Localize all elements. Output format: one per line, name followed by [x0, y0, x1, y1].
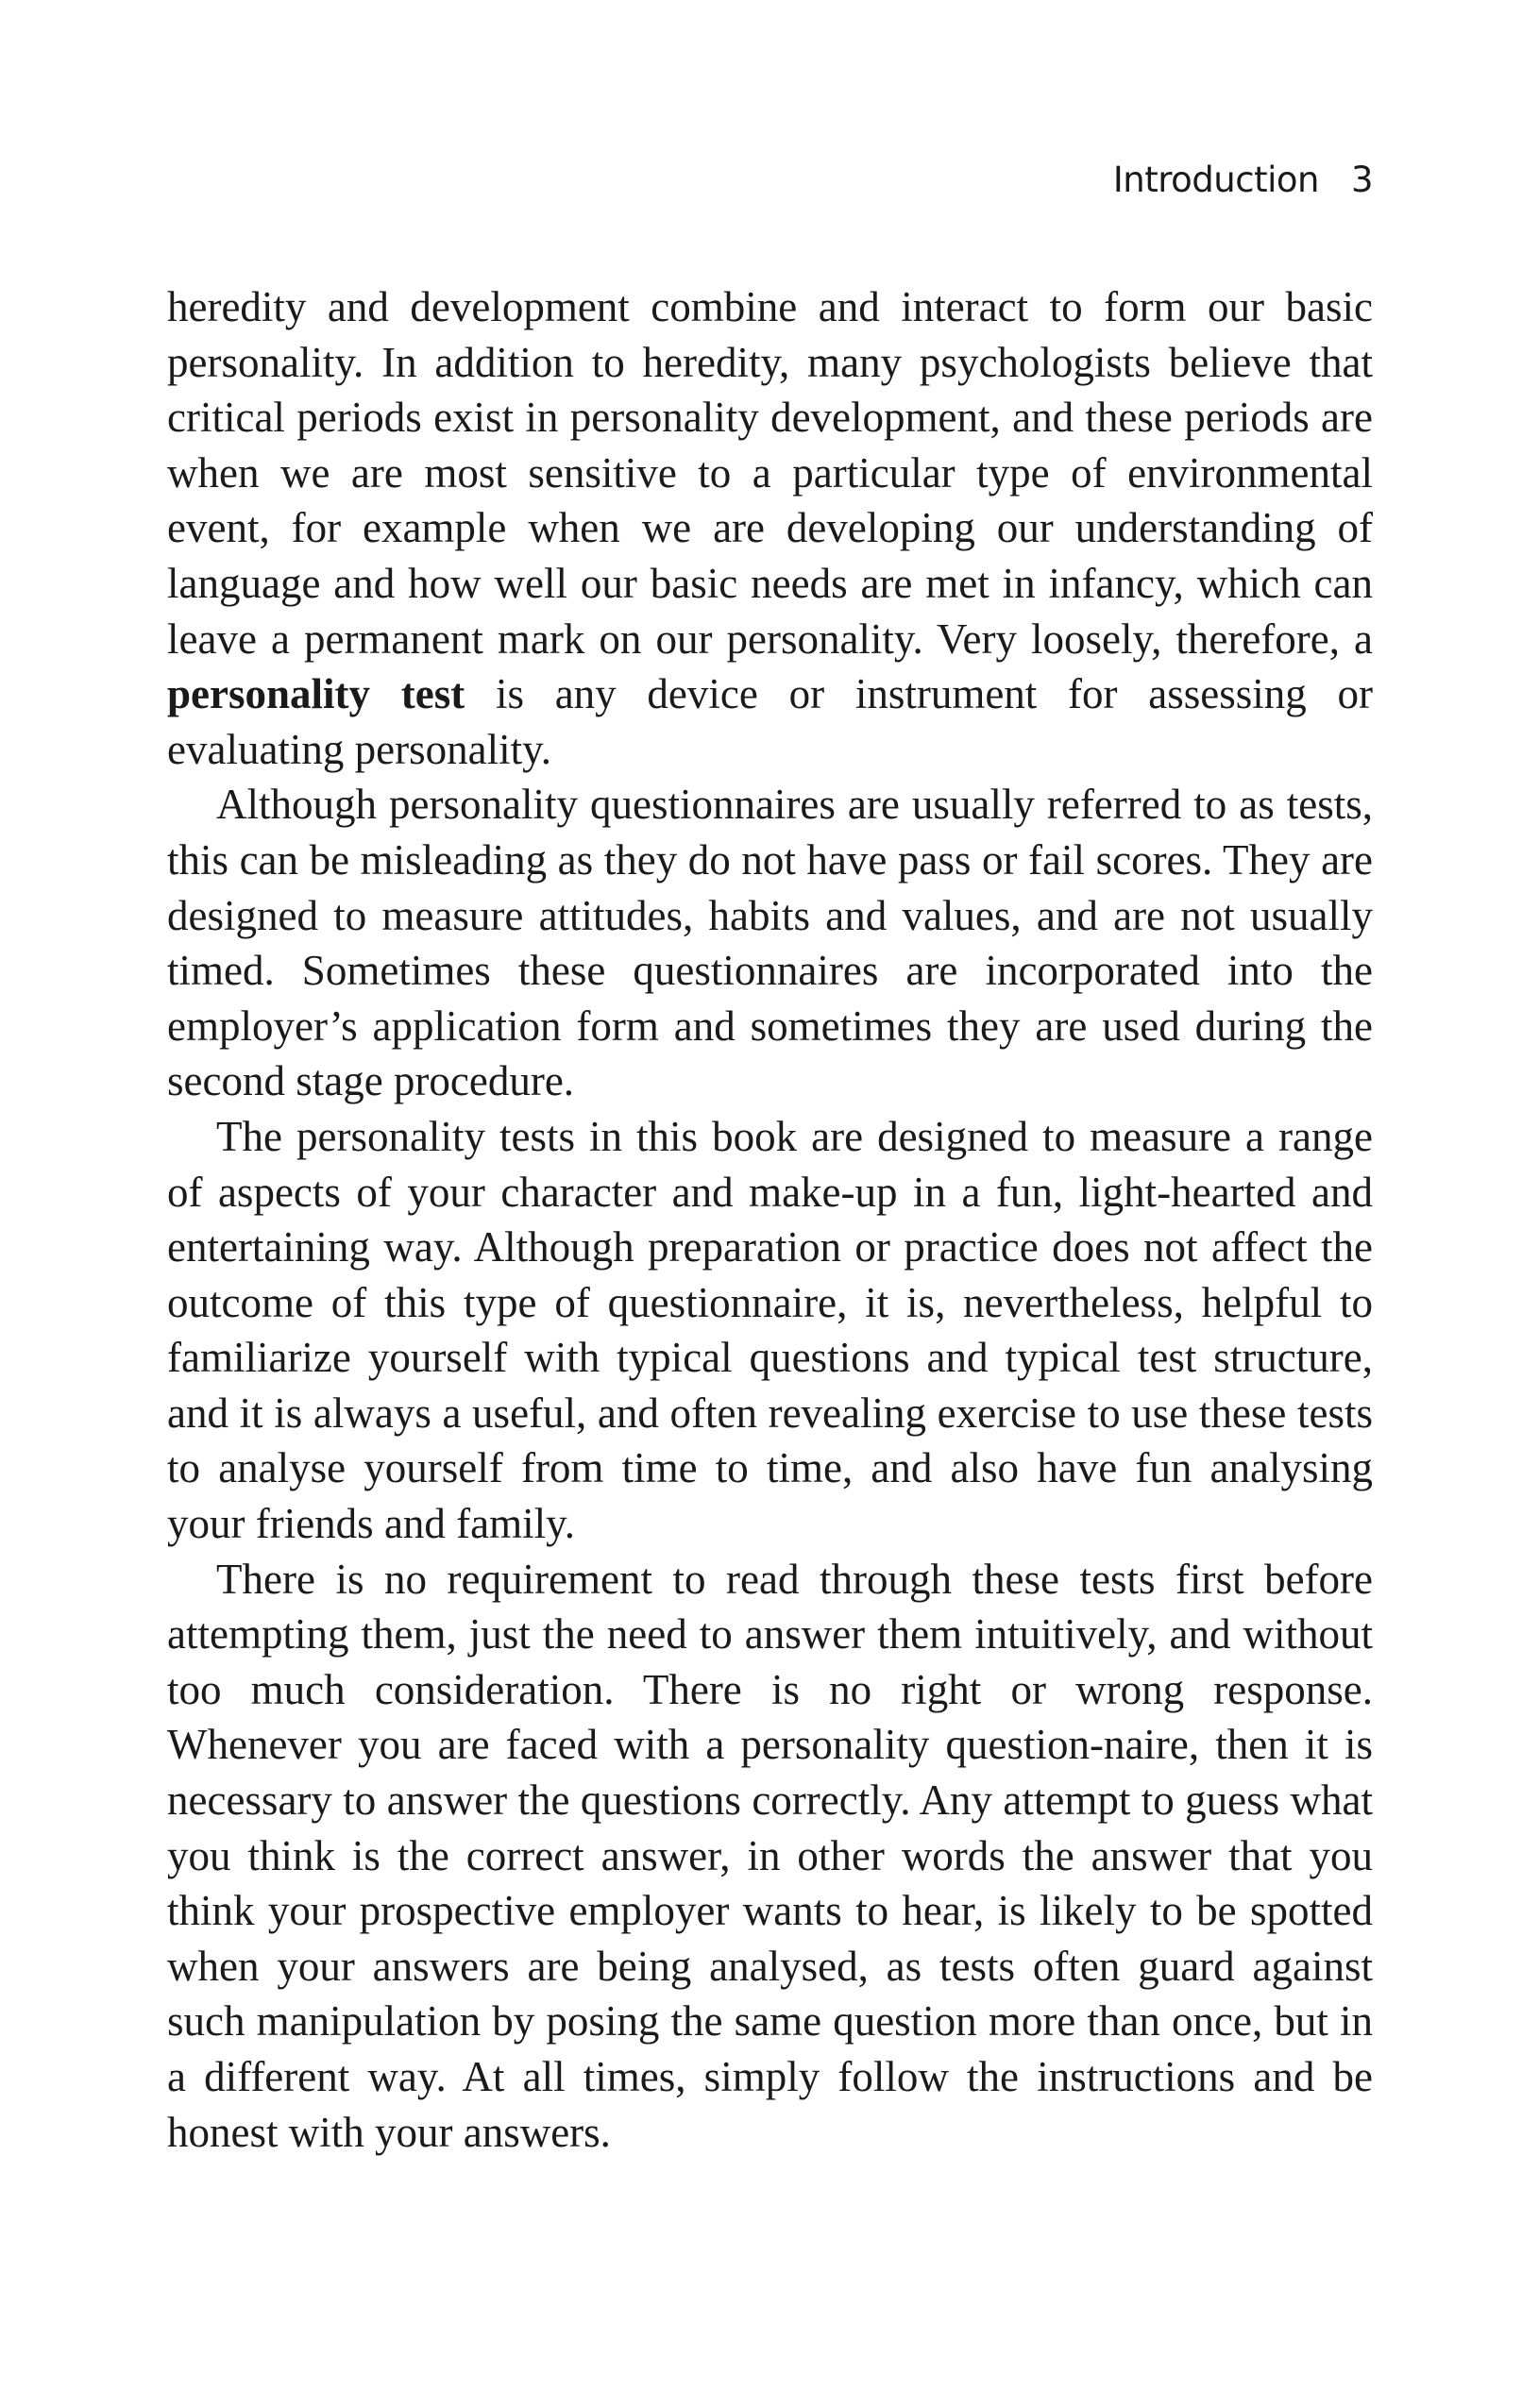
- page-number: 3: [1350, 160, 1373, 200]
- paragraph-text: is any device or instrument for assessing or evaluating personality.: [167, 670, 1373, 773]
- paragraph: The personality tests in this book are designed to measure a range of aspects of your character and make-up in a fun, light-hearted and entertaining way. Although preparation or practice does not affect the outcome of this type of questionnaire, it is, nevertheless, helpful to familiarize yourself with typical questions and typical test structure, and it is always a useful, and often revealing exercise to use these tests to analyse yourself from time to time, and also have fun analysing your friends and family.: [167, 1112, 1373, 1548]
- running-head: [1112, 160, 1373, 200]
- body-text: [167, 279, 1373, 2160]
- paragraph: Although personality questionnaires are usually referred to as tests, this can be misleading as they do not have pass or fail scores. They are designed to measure attitudes, habits and values, and are not usually timed. Sometimes these questionnaires are incorporated into the employer’s application form and sometimes they are used during the second stage procedure.: [167, 781, 1373, 1105]
- key-term: personality test: [167, 670, 465, 718]
- paragraph: There is no requirement to read through these tests first before attempting them, just the need to answer them intuitively, and without too much consideration. There is no right or wrong response. Whenever you are faced with a personality question-naire, then it is necessary to answer the questions correctly. Any attempt to guess what you think is the correct answer, in other words the answer that you think your prospective employer wants to hear, is likely to be spotted when your answers are being analysed, as tests often guard against such manipulation by posing the same question more than once, but in a different way. At all times, simply follow the instructions and be honest with your answers.: [167, 1555, 1373, 2156]
- paragraph: [167, 279, 1373, 777]
- paragraph-text: heredity and development combine and interact to form our basic personality. In addition to heredity, many psychologists believe that critical periods exist in personality development, and these periods are when we are most sensitive to a particular type of environmental event, for example when we are developing our understanding of language and how well our basic needs are met in infancy, which can leave a permanent mark on our personality. Very loosely, therefore, a: [167, 283, 1373, 663]
- section-title: Introduction: [1112, 160, 1319, 200]
